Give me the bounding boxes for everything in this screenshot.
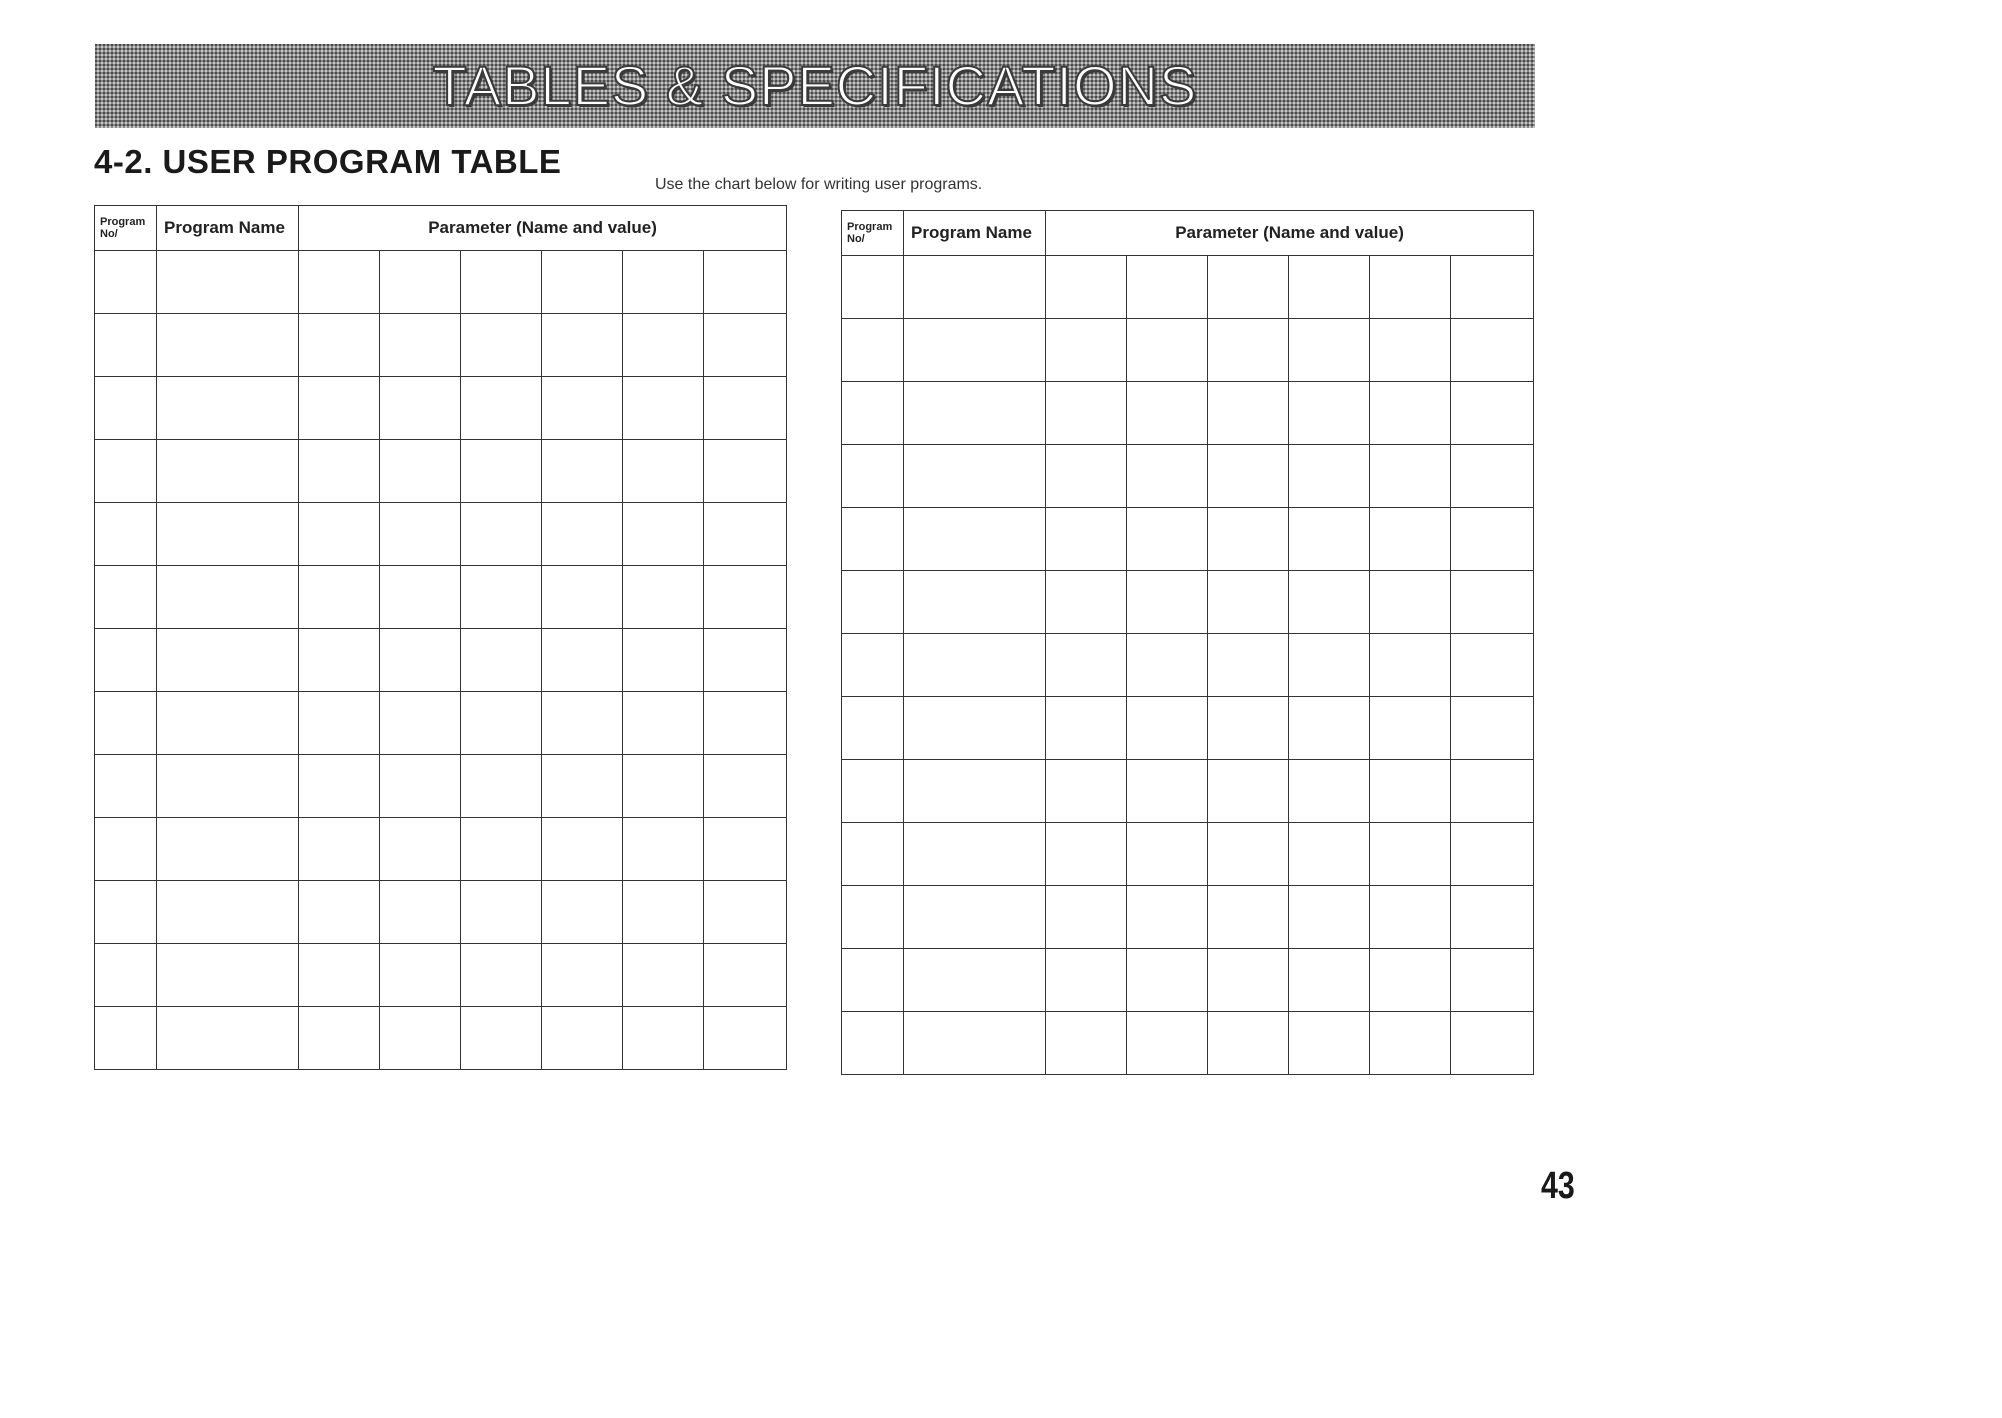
parameter-cell: [1046, 949, 1127, 1012]
program-name-cell: [157, 1007, 299, 1070]
parameter-cell: [623, 314, 704, 377]
program-no-cell: [95, 881, 157, 944]
parameter-cell: [299, 692, 380, 755]
parameter-cell: [1046, 382, 1127, 445]
parameter-cell: [1127, 949, 1208, 1012]
parameter-cell: [1208, 823, 1289, 886]
column-header-parameter: Parameter (Name and value): [299, 206, 787, 251]
table-row: [95, 944, 787, 1007]
parameter-cell: [542, 692, 623, 755]
parameter-cell: [623, 377, 704, 440]
program-name-cell: [904, 508, 1046, 571]
program-name-cell: [904, 697, 1046, 760]
program-name-cell: [157, 881, 299, 944]
parameter-cell: [1451, 445, 1534, 508]
column-header-parameter: Parameter (Name and value): [1046, 211, 1534, 256]
parameter-cell: [1289, 886, 1370, 949]
column-header-program-name: Program Name: [157, 206, 299, 251]
parameter-cell: [704, 818, 787, 881]
program-name-cell: [157, 692, 299, 755]
parameter-cell: [461, 1007, 542, 1070]
program-no-cell: [842, 886, 904, 949]
parameter-cell: [542, 1007, 623, 1070]
parameter-cell: [1046, 823, 1127, 886]
program-no-cell: [842, 319, 904, 382]
section-title: 4-2. USER PROGRAM TABLE: [94, 143, 562, 180]
table-row: [95, 566, 787, 629]
table-header-row: [842, 211, 1534, 256]
program-no-cell: [842, 382, 904, 445]
table-row: [95, 692, 787, 755]
program-no-cell: [95, 818, 157, 881]
parameter-cell: [1208, 256, 1289, 319]
parameter-cell: [1127, 382, 1208, 445]
parameter-cell: [1046, 697, 1127, 760]
parameter-cell: [461, 818, 542, 881]
parameter-cell: [461, 692, 542, 755]
parameter-cell: [704, 251, 787, 314]
parameter-cell: [704, 881, 787, 944]
parameter-cell: [1046, 256, 1127, 319]
parameter-cell: [1127, 571, 1208, 634]
parameter-cell: [461, 944, 542, 1007]
parameter-cell: [1370, 823, 1451, 886]
program-no-cell: [95, 629, 157, 692]
parameter-cell: [1451, 697, 1534, 760]
program-no-cell: [842, 823, 904, 886]
page-number: 43: [1541, 1165, 1575, 1207]
parameter-cell: [461, 881, 542, 944]
parameter-cell: [1127, 823, 1208, 886]
parameter-cell: [1451, 256, 1534, 319]
program-no-cell: [842, 634, 904, 697]
table-row: [842, 823, 1534, 886]
parameter-cell: [461, 629, 542, 692]
program-no-cell: [95, 251, 157, 314]
parameter-cell: [1208, 508, 1289, 571]
table-row: [95, 881, 787, 944]
program-name-cell: [157, 629, 299, 692]
section-subtitle: Use the chart below for writing user programs.: [655, 176, 983, 193]
program-name-cell: [904, 886, 1046, 949]
parameter-cell: [704, 440, 787, 503]
program-no-cell: [95, 503, 157, 566]
program-no-cell: [842, 760, 904, 823]
parameter-cell: [299, 251, 380, 314]
table-row: [95, 314, 787, 377]
parameter-cell: [704, 314, 787, 377]
column-header-program-no: Program No/: [842, 211, 904, 256]
parameter-cell: [1127, 634, 1208, 697]
parameter-cell: [1046, 571, 1127, 634]
program-no-cell: [95, 566, 157, 629]
parameter-cell: [1451, 760, 1534, 823]
table-header-row: [95, 206, 787, 251]
table-row: [842, 949, 1534, 1012]
parameter-cell: [1046, 634, 1127, 697]
parameter-cell: [1370, 949, 1451, 1012]
parameter-cell: [1370, 256, 1451, 319]
parameter-cell: [299, 944, 380, 1007]
parameter-cell: [623, 440, 704, 503]
table-row: [842, 634, 1534, 697]
parameter-cell: [1451, 571, 1534, 634]
parameter-cell: [1289, 634, 1370, 697]
parameter-cell: [542, 251, 623, 314]
parameter-cell: [299, 503, 380, 566]
parameter-cell: [542, 314, 623, 377]
parameter-cell: [623, 881, 704, 944]
program-name-cell: [157, 377, 299, 440]
parameter-cell: [1127, 508, 1208, 571]
table-row: [95, 755, 787, 818]
program-name-cell: [904, 319, 1046, 382]
parameter-cell: [1370, 508, 1451, 571]
column-header-program-name: Program Name: [904, 211, 1046, 256]
parameter-cell: [542, 503, 623, 566]
table-row: [95, 1007, 787, 1070]
parameter-cell: [299, 629, 380, 692]
parameter-cell: [380, 503, 461, 566]
parameter-cell: [1370, 571, 1451, 634]
program-name-cell: [904, 445, 1046, 508]
parameter-cell: [1289, 1012, 1370, 1075]
parameter-cell: [704, 692, 787, 755]
parameter-cell: [1046, 319, 1127, 382]
parameter-cell: [1046, 760, 1127, 823]
parameter-cell: [1127, 256, 1208, 319]
parameter-cell: [1127, 1012, 1208, 1075]
parameter-cell: [623, 944, 704, 1007]
parameter-cell: [1370, 634, 1451, 697]
parameter-cell: [1208, 382, 1289, 445]
table-row: [95, 251, 787, 314]
parameter-cell: [299, 755, 380, 818]
parameter-cell: [461, 503, 542, 566]
table-row: [842, 571, 1534, 634]
parameter-cell: [380, 692, 461, 755]
parameter-cell: [299, 566, 380, 629]
parameter-cell: [542, 377, 623, 440]
parameter-cell: [299, 1007, 380, 1070]
table-row: [842, 697, 1534, 760]
parameter-cell: [1289, 823, 1370, 886]
table-row: [95, 629, 787, 692]
program-name-cell: [157, 440, 299, 503]
parameter-cell: [299, 314, 380, 377]
parameter-cell: [1289, 319, 1370, 382]
parameter-cell: [1289, 382, 1370, 445]
parameter-cell: [461, 566, 542, 629]
program-name-cell: [157, 251, 299, 314]
parameter-cell: [380, 314, 461, 377]
program-no-cell: [842, 1012, 904, 1075]
program-no-cell: [95, 440, 157, 503]
parameter-cell: [623, 755, 704, 818]
program-name-cell: [904, 256, 1046, 319]
parameter-cell: [704, 944, 787, 1007]
program-name-cell: [157, 755, 299, 818]
parameter-cell: [1370, 1012, 1451, 1075]
parameter-cell: [542, 629, 623, 692]
parameter-cell: [542, 440, 623, 503]
table-row: [95, 440, 787, 503]
parameter-cell: [1370, 697, 1451, 760]
program-no-cell: [95, 1007, 157, 1070]
parameter-cell: [542, 755, 623, 818]
parameter-cell: [623, 566, 704, 629]
parameter-cell: [1451, 823, 1534, 886]
parameter-cell: [1289, 508, 1370, 571]
table-row: [95, 377, 787, 440]
parameter-cell: [299, 818, 380, 881]
parameter-cell: [461, 251, 542, 314]
parameter-cell: [461, 755, 542, 818]
parameter-cell: [1127, 760, 1208, 823]
program-no-cell: [95, 944, 157, 1007]
parameter-cell: [704, 377, 787, 440]
parameter-cell: [1370, 760, 1451, 823]
parameter-cell: [1451, 508, 1534, 571]
parameter-cell: [1046, 886, 1127, 949]
parameter-cell: [380, 944, 461, 1007]
parameter-cell: [1208, 634, 1289, 697]
parameter-cell: [623, 818, 704, 881]
parameter-cell: [1289, 256, 1370, 319]
parameter-cell: [299, 377, 380, 440]
parameter-cell: [623, 251, 704, 314]
parameter-cell: [704, 755, 787, 818]
table-row: [842, 886, 1534, 949]
program-no-cell: [95, 314, 157, 377]
parameter-cell: [623, 629, 704, 692]
parameter-cell: [542, 881, 623, 944]
table-row: [842, 760, 1534, 823]
parameter-cell: [1451, 1012, 1534, 1075]
parameter-cell: [1289, 571, 1370, 634]
parameter-cell: [542, 944, 623, 1007]
parameter-cell: [542, 566, 623, 629]
parameter-cell: [623, 692, 704, 755]
parameter-cell: [1127, 319, 1208, 382]
column-header-program-no: Program No/: [95, 206, 157, 251]
parameter-cell: [461, 377, 542, 440]
parameter-cell: [1208, 1012, 1289, 1075]
parameter-cell: [542, 818, 623, 881]
page-banner: [95, 44, 1535, 128]
parameter-cell: [461, 314, 542, 377]
program-name-cell: [157, 566, 299, 629]
parameter-cell: [380, 881, 461, 944]
parameter-cell: [623, 503, 704, 566]
parameter-cell: [461, 440, 542, 503]
parameter-cell: [380, 629, 461, 692]
program-no-cell: [842, 256, 904, 319]
parameter-cell: [1046, 1012, 1127, 1075]
parameter-cell: [1208, 697, 1289, 760]
parameter-cell: [1370, 445, 1451, 508]
program-name-cell: [157, 314, 299, 377]
parameter-cell: [1046, 508, 1127, 571]
parameter-cell: [1208, 319, 1289, 382]
user-program-table-left: [94, 205, 787, 1070]
parameter-cell: [704, 566, 787, 629]
parameter-cell: [380, 755, 461, 818]
parameter-cell: [1208, 760, 1289, 823]
table-row: [95, 503, 787, 566]
parameter-cell: [1046, 445, 1127, 508]
user-program-table-right: [841, 210, 1534, 1075]
parameter-cell: [380, 251, 461, 314]
parameter-cell: [1370, 382, 1451, 445]
parameter-cell: [380, 440, 461, 503]
parameter-cell: [623, 1007, 704, 1070]
program-name-cell: [904, 949, 1046, 1012]
parameter-cell: [704, 1007, 787, 1070]
parameter-cell: [704, 629, 787, 692]
program-no-cell: [842, 445, 904, 508]
parameter-cell: [1127, 886, 1208, 949]
program-name-cell: [157, 944, 299, 1007]
parameter-cell: [380, 818, 461, 881]
program-name-cell: [157, 818, 299, 881]
program-name-cell: [904, 823, 1046, 886]
table-row: [842, 1012, 1534, 1075]
program-name-cell: [157, 503, 299, 566]
program-no-cell: [842, 697, 904, 760]
parameter-cell: [1208, 445, 1289, 508]
program-name-cell: [904, 1012, 1046, 1075]
parameter-cell: [380, 377, 461, 440]
program-no-cell: [95, 755, 157, 818]
parameter-cell: [1451, 949, 1534, 1012]
program-name-cell: [904, 634, 1046, 697]
banner-title: TABLES & SPECIFICATIONS: [432, 54, 1198, 117]
parameter-cell: [1208, 571, 1289, 634]
parameter-cell: [1289, 760, 1370, 823]
program-name-cell: [904, 571, 1046, 634]
table-row: [842, 445, 1534, 508]
parameter-cell: [299, 440, 380, 503]
program-name-cell: [904, 760, 1046, 823]
parameter-cell: [380, 1007, 461, 1070]
parameter-cell: [1289, 445, 1370, 508]
parameter-cell: [1451, 886, 1534, 949]
parameter-cell: [1289, 949, 1370, 1012]
table-row: [842, 256, 1534, 319]
parameter-cell: [1289, 697, 1370, 760]
parameter-cell: [1451, 634, 1534, 697]
program-no-cell: [95, 692, 157, 755]
parameter-cell: [1370, 886, 1451, 949]
parameter-cell: [704, 503, 787, 566]
parameter-cell: [1451, 382, 1534, 445]
parameter-cell: [380, 566, 461, 629]
table-row: [842, 382, 1534, 445]
parameter-cell: [1208, 886, 1289, 949]
table-row: [842, 319, 1534, 382]
program-no-cell: [842, 949, 904, 1012]
parameter-cell: [1127, 445, 1208, 508]
table-row: [95, 818, 787, 881]
program-no-cell: [95, 377, 157, 440]
program-no-cell: [842, 508, 904, 571]
parameter-cell: [1208, 949, 1289, 1012]
parameter-cell: [1451, 319, 1534, 382]
program-name-cell: [904, 382, 1046, 445]
parameter-cell: [1127, 697, 1208, 760]
parameter-cell: [299, 881, 380, 944]
table-row: [842, 508, 1534, 571]
program-no-cell: [842, 571, 904, 634]
parameter-cell: [1370, 319, 1451, 382]
